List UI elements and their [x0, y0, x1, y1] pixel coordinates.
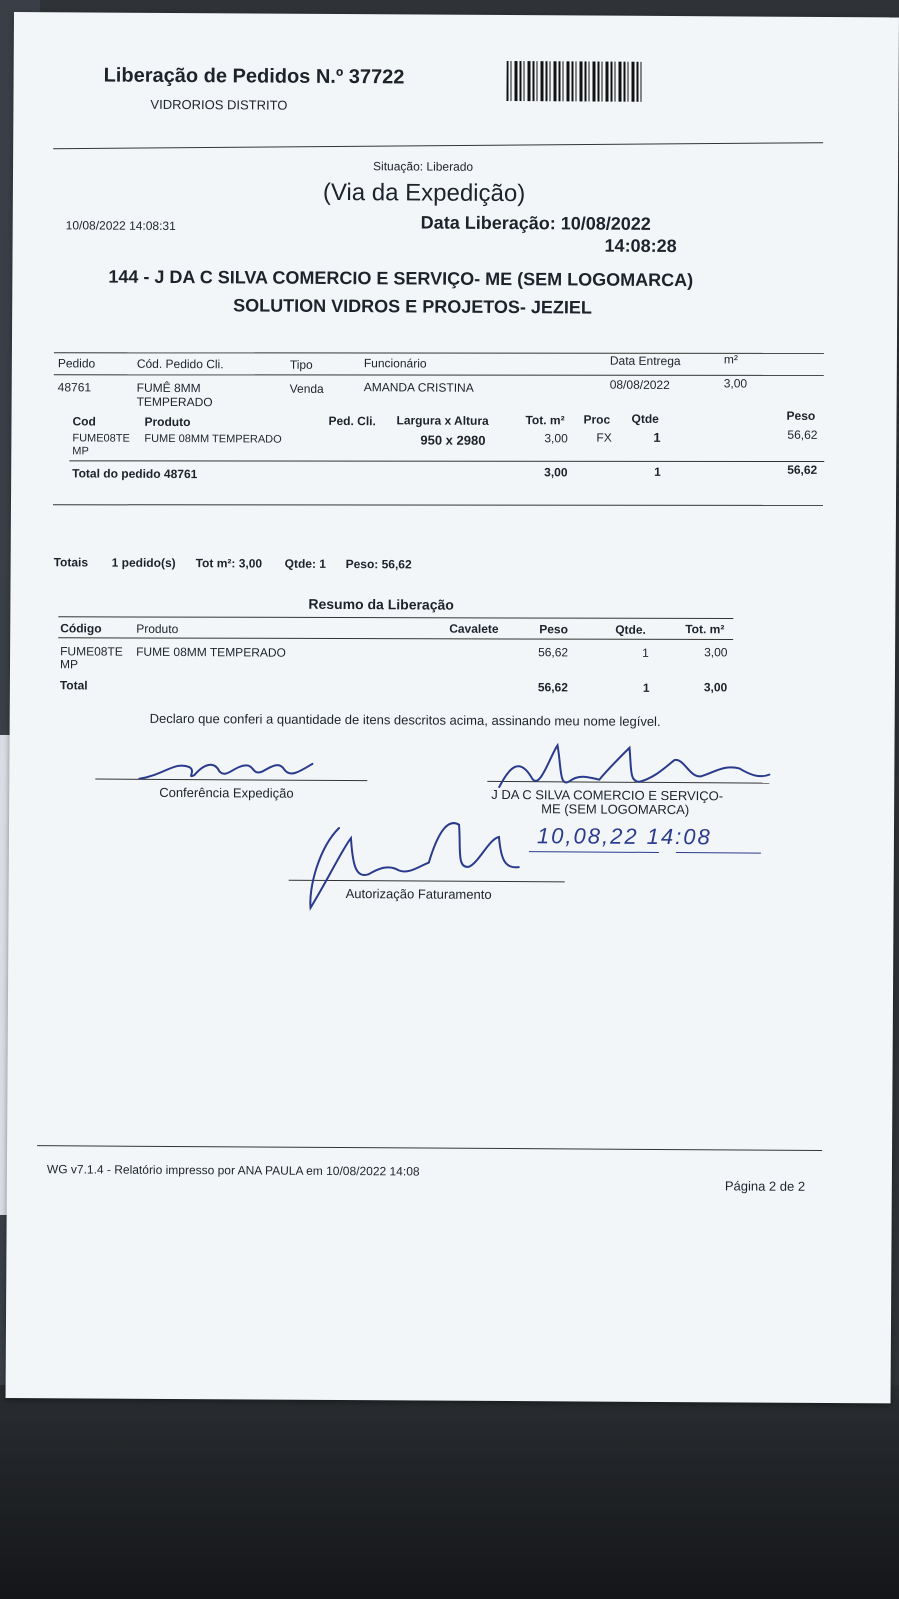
situacao: Situação: Liberado	[373, 159, 474, 174]
col-ped-cli: Ped. Cli.	[328, 413, 376, 429]
signature-autorizacao	[298, 808, 529, 919]
time-underline	[676, 852, 761, 854]
totais-peso: Peso: 56,62	[345, 557, 412, 572]
resumo-total-m2: 3,00	[703, 680, 728, 695]
col-data-entrega: Data Entrega	[609, 353, 681, 369]
pedido-value: 48761	[57, 380, 92, 395]
totais-m2: Tot m²: 3,00	[195, 556, 263, 571]
item-largura-altura: 950 x 2980	[420, 432, 486, 448]
footer-left: WG v7.1.4 - Relatório impresso por ANA PAULA em 10/08/2022 14:08	[46, 1162, 420, 1179]
background-table	[0, 1385, 899, 1599]
table-bottom-line	[53, 504, 823, 506]
barcode-icon	[506, 61, 641, 102]
page-number: Página 2 de 2	[724, 1178, 806, 1194]
totais-label: Totais	[53, 555, 89, 570]
col-largura-altura: Largura x Altura	[396, 413, 489, 428]
resumo-tot-m2: 3,00	[704, 645, 728, 660]
resumo-codigo: FUME08TE	[60, 644, 123, 659]
item-cod-2: MP	[72, 445, 89, 458]
resumo-total-label: Total	[59, 678, 88, 693]
cod-pedido-cli-value: FUMÊ 8MM	[136, 380, 201, 396]
resumo-qtde: 1	[642, 645, 649, 660]
col-cavalete: Cavalete	[449, 621, 499, 636]
client-line-1: 144 - J DA C SILVA COMERCIO E SERVIÇO- ME (SEM LOGOMARCA)	[108, 266, 694, 291]
col-codigo: Código	[60, 621, 102, 636]
col-resumo-peso: Peso	[539, 622, 568, 637]
declaration: Declaro que conferi a quantidade de itens descritos acima, assinando meu nome legível.	[149, 710, 661, 729]
resumo-header-line	[58, 637, 733, 640]
signature-conferencia	[134, 751, 324, 786]
col-resumo-tot-m2: Tot. m²	[685, 622, 725, 637]
resumo-peso: 56,62	[538, 645, 569, 660]
col-cod-pedido-cli: Cód. Pedido Cli.	[136, 356, 224, 372]
totais-pedidos: 1 pedido(s)	[111, 555, 176, 570]
item-produto: FUME 08MM TEMPERADO	[144, 432, 282, 446]
item-peso: 56,62	[787, 427, 818, 442]
resumo-codigo-2: MP	[59, 657, 79, 672]
footer-line	[37, 1145, 822, 1151]
col-tipo: Tipo	[289, 357, 313, 372]
document-page	[6, 12, 899, 1403]
order-total-m2: 3,00	[544, 465, 568, 480]
data-liberacao: Data Liberação: 10/08/2022	[420, 212, 651, 234]
tipo-value: Venda	[289, 381, 324, 396]
document-title: Liberação de Pedidos N.º 37722	[103, 64, 405, 89]
handwritten-date: 10,08,22 14:08	[536, 823, 712, 850]
resumo-title: Resumo da Liberação	[308, 595, 454, 613]
client-signature-label-1: J DA C SILVA COMERCIO E SERVIÇO-	[491, 786, 724, 804]
divider	[53, 142, 823, 149]
m2-value: 3,00	[723, 376, 748, 391]
order-total-qtde: 1	[654, 464, 661, 479]
order-total-label: Total do pedido 48761	[72, 466, 198, 482]
col-peso: Peso	[786, 408, 816, 423]
header-line	[54, 374, 824, 376]
table-top-line	[54, 352, 824, 354]
date-underline	[529, 851, 659, 853]
company-name: VIDRORIOS DISTRITO	[150, 96, 288, 113]
col-resumo-produto: Produto	[136, 621, 179, 637]
col-tot-m2: Tot. m²	[525, 413, 565, 428]
col-proc: Proc	[583, 412, 611, 427]
item-qtde: 1	[653, 429, 661, 445]
conferencia-label: Conferência Expedição	[159, 784, 294, 801]
col-funcionario: Funcionário	[363, 356, 427, 371]
data-entrega-value: 08/08/2022	[609, 377, 670, 393]
resumo-top-line	[58, 616, 733, 619]
item-proc: FX	[596, 430, 612, 445]
resumo-total-peso: 56,62	[537, 680, 568, 695]
item-cod: FUME08TE	[72, 432, 130, 445]
col-qtde: Qtde	[631, 411, 659, 426]
col-pedido: Pedido	[57, 356, 96, 371]
col-cod: Cod	[72, 414, 96, 429]
item-tot-m2: 3,00	[544, 431, 568, 446]
total-line	[69, 460, 824, 462]
cod-pedido-cli-value-2: TEMPERADO	[136, 394, 213, 410]
client-line-2: SOLUTION VIDROS E PROJETOS- JEZIEL	[233, 295, 593, 318]
totais-qtde: Qtde: 1	[284, 556, 327, 571]
print-datetime: 10/08/2022 14:08:31	[65, 218, 176, 233]
col-m2: m²	[723, 352, 738, 367]
client-signature-label-2: ME (SEM LOGOMARCA)	[541, 801, 690, 818]
funcionario-value: AMANDA CRISTINA	[363, 380, 474, 395]
autorizacao-label: Autorização Faturamento	[345, 886, 492, 902]
data-liberacao-time: 14:08:28	[604, 235, 677, 257]
resumo-total-qtde: 1	[642, 680, 650, 695]
col-produto: Produto	[144, 414, 191, 430]
order-total-peso: 56,62	[787, 462, 818, 477]
resumo-produto: FUME 08MM TEMPERADO	[136, 644, 286, 660]
via-label: (Via da Expedição)	[322, 178, 526, 208]
col-resumo-qtde: Qtde.	[615, 622, 646, 637]
